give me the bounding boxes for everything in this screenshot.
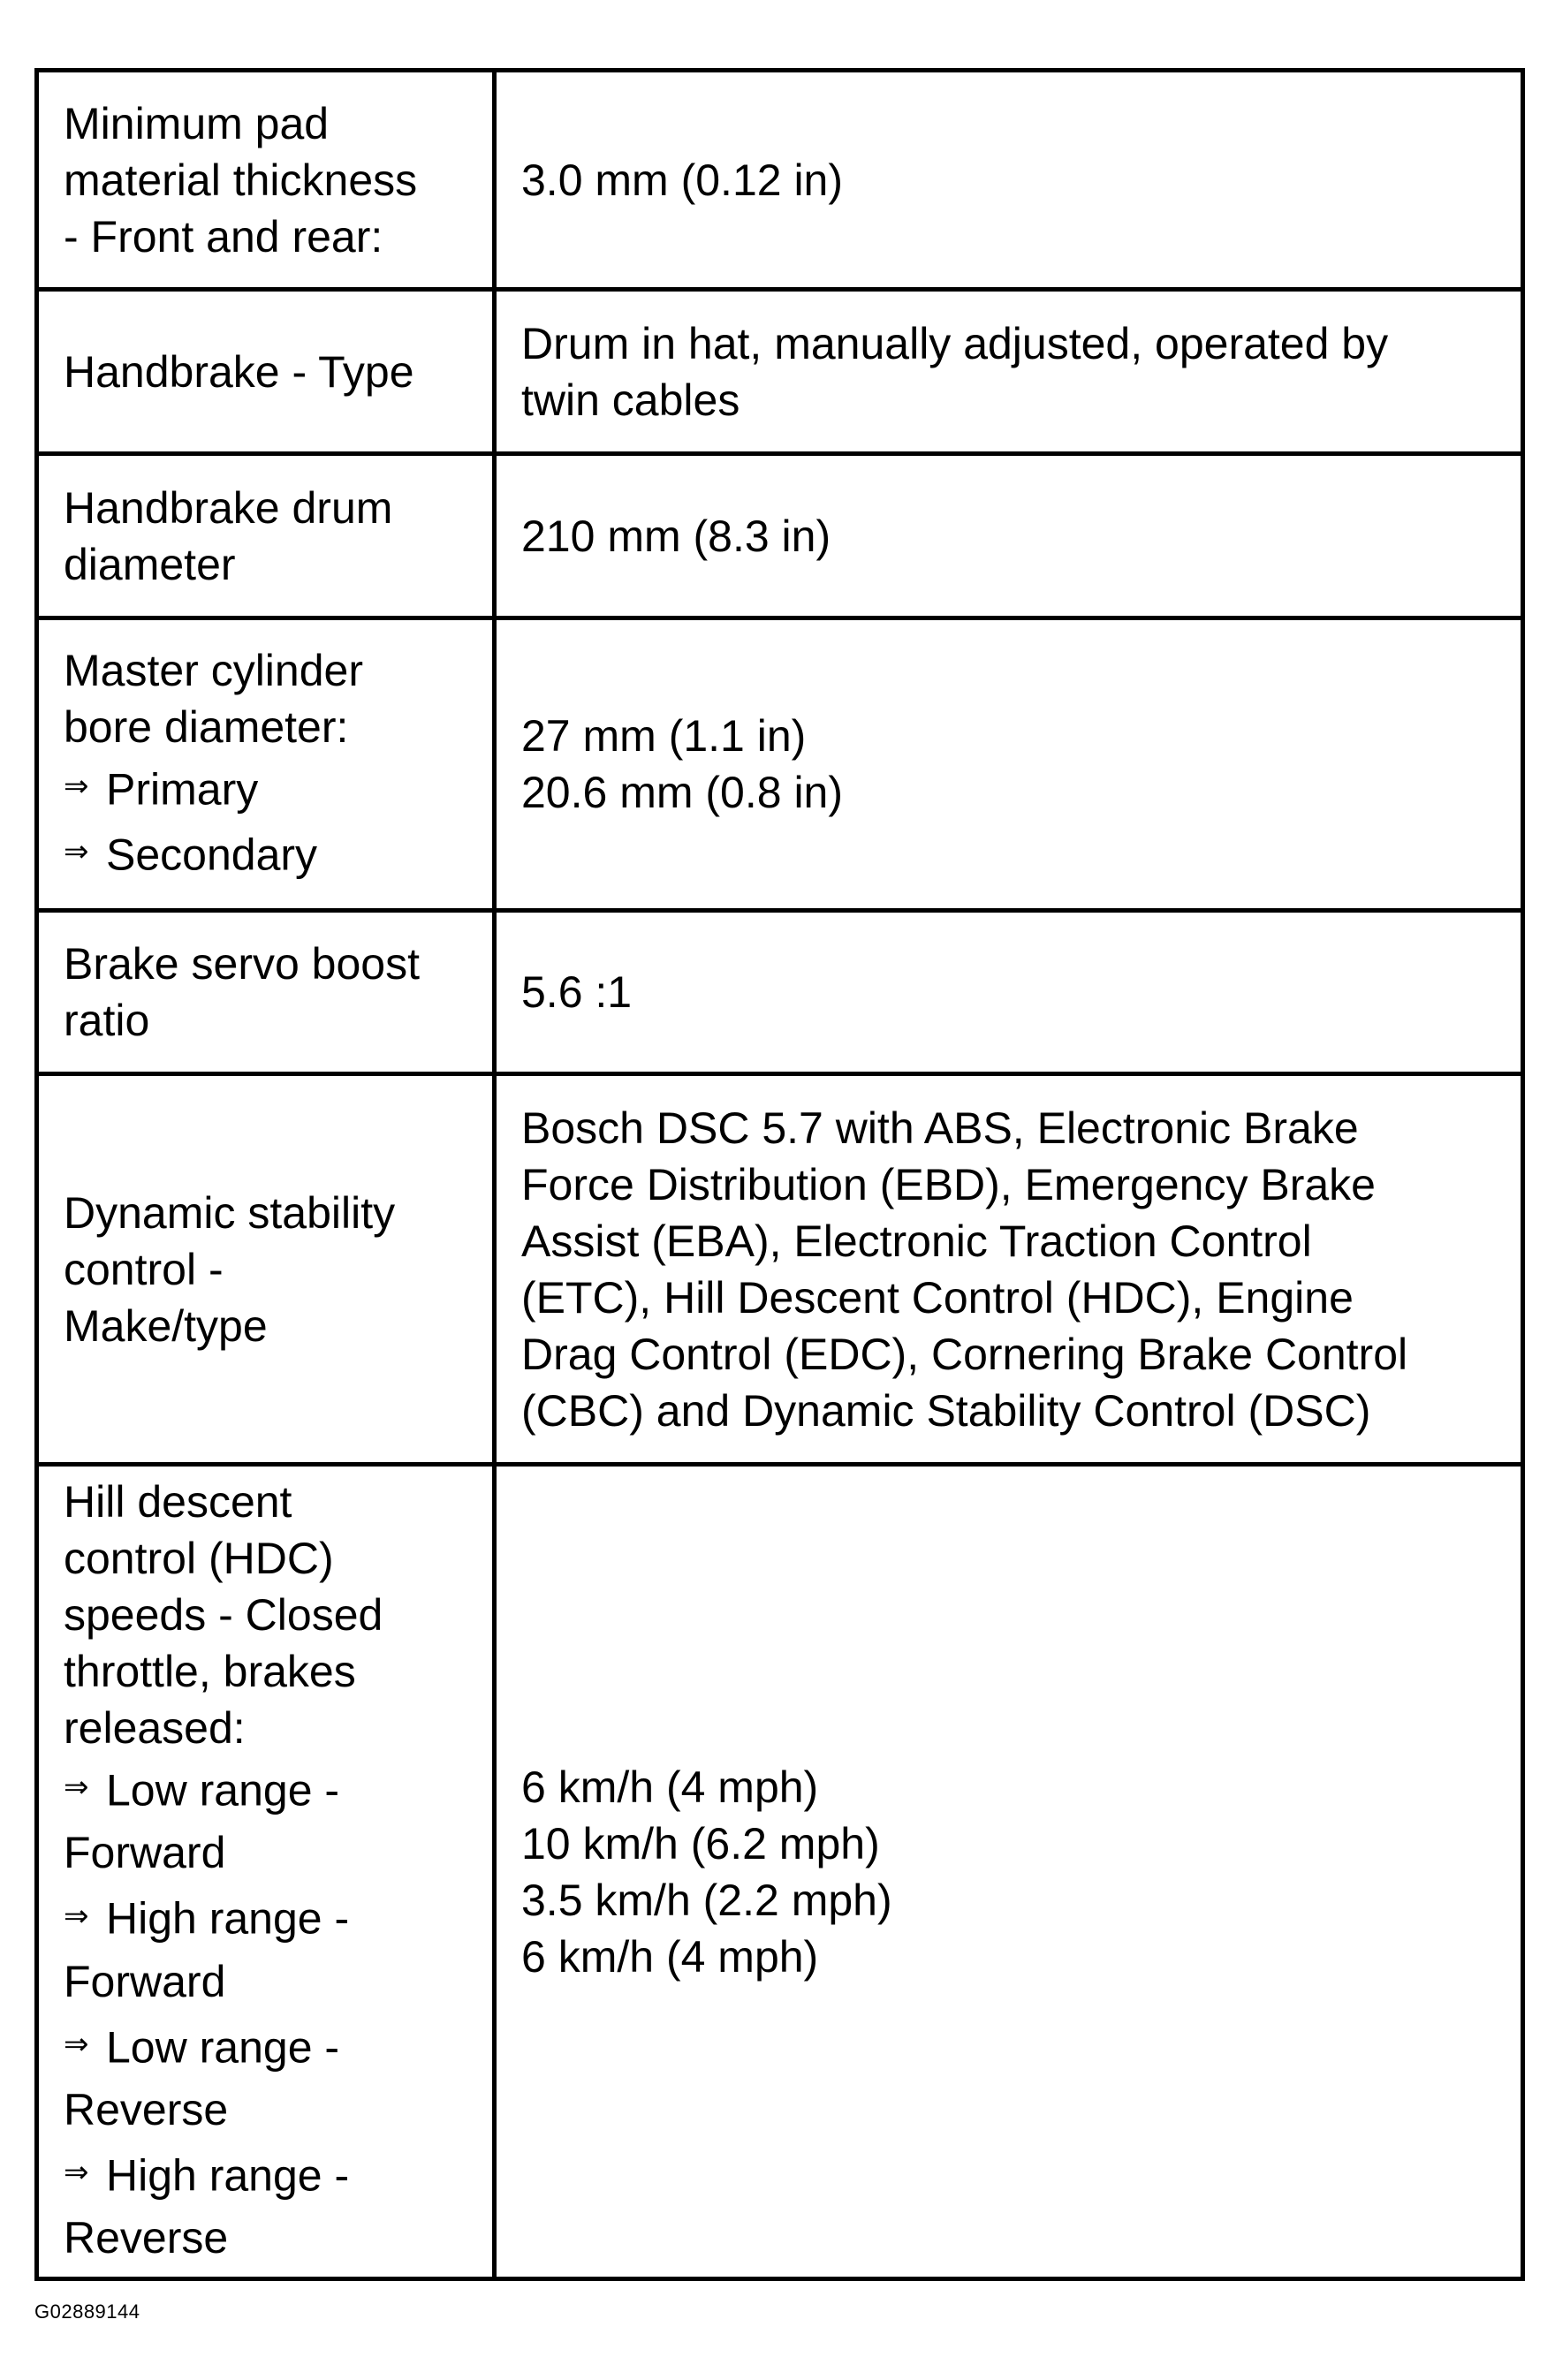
spec-value-cell — [495, 1074, 1523, 1465]
spec-label-cell — [37, 1465, 495, 2279]
arrow-right-icon: ⇒ — [64, 2027, 89, 2061]
spec-row-brake-servo-boost — [37, 911, 1523, 1074]
spec-label-line: Handbrake - Type — [64, 346, 414, 397]
spec-label-line: speeds - Closed — [64, 1589, 383, 1640]
spec-label-line: diameter — [64, 539, 236, 589]
spec-sub-item: ⇒ Low range - — [64, 2013, 469, 2079]
spec-value-line: 3.5 km/h (2.2 mph) — [521, 1875, 892, 1925]
spec-label-cell — [37, 911, 495, 1074]
spec-label-cell — [37, 1074, 495, 1465]
spec-sub-item: ⇒ High range - — [64, 2141, 469, 2207]
spec-value-line: Force Distribution (EBD), Emergency Brake — [521, 1159, 1376, 1209]
arrow-right-icon: ⇒ — [64, 769, 89, 803]
spec-value-line: twin cables — [521, 375, 740, 425]
spec-label-line: material thickness — [64, 155, 418, 205]
spec-value-line: 20.6 mm (0.8 in) — [521, 768, 844, 817]
spec-row-dynamic-stability-control — [37, 1074, 1523, 1465]
spec-value-cell — [495, 618, 1523, 911]
arrow-right-icon: ⇒ — [64, 835, 89, 869]
spec-label-cell — [37, 618, 495, 911]
spec-value-line: 6 km/h (4 mph) — [521, 1931, 819, 1982]
spec-value-cell — [495, 290, 1523, 454]
spec-label-line: - Front and rear: — [64, 211, 383, 261]
spec-row-hill-descent-speeds — [37, 1465, 1523, 2279]
arrow-right-icon: ⇒ — [64, 2156, 89, 2190]
spec-value-line: 27 mm (1.1 in) — [521, 711, 807, 761]
spec-value-line: 210 mm (8.3 in) — [521, 511, 831, 561]
spec-value-line: 10 km/h (6.2 mph) — [521, 1818, 880, 1868]
spec-row-handbrake-type — [37, 290, 1523, 454]
spec-value-line: (ETC), Hill Descent Control (HDC), Engine — [521, 1272, 1354, 1323]
spec-sub-item-cont: Reverse — [64, 2084, 229, 2134]
spec-sub-item: ⇒ Primary — [64, 755, 469, 821]
spec-value-line: Drag Control (EDC), Cornering Brake Control — [521, 1329, 1408, 1379]
figure-id-caption: G02889144 — [34, 2300, 140, 2323]
spec-label-line: control (HDC) — [64, 1533, 334, 1583]
spec-sub-item-cont: Forward — [64, 1828, 226, 1878]
spec-value-cell — [495, 1465, 1523, 2279]
spec-sub-item: ⇒ Secondary — [64, 821, 469, 886]
spec-label-cell — [37, 454, 495, 618]
arrow-right-icon: ⇒ — [64, 1899, 89, 1933]
spec-label-line: Hill descent — [64, 1476, 292, 1527]
spec-value-line: 6 km/h (4 mph) — [521, 1762, 819, 1812]
spec-label-cell — [37, 71, 495, 290]
spec-value-cell — [495, 454, 1523, 618]
spec-label-line: Make/type — [64, 1300, 268, 1351]
spec-label-line: ratio — [64, 996, 150, 1045]
brake-spec-table — [34, 68, 1525, 2281]
spec-value-cell — [495, 71, 1523, 290]
spec-sub-item-cont: Forward — [64, 1956, 226, 2006]
spec-label-line: bore diameter: — [64, 701, 349, 752]
spec-value-line: 3.0 mm (0.12 in) — [521, 155, 844, 205]
spec-sub-item: ⇒ High range - — [64, 1884, 469, 1950]
spec-value-line: Assist (EBA), Electronic Traction Control — [521, 1216, 1312, 1266]
spec-label-line: Master cylinder — [64, 645, 363, 695]
spec-label-line: throttle, brakes — [64, 1646, 356, 1696]
spec-label-cell — [37, 290, 495, 454]
spec-row-handbrake-drum-diameter — [37, 454, 1523, 618]
spec-value-line: 5.6 :1 — [521, 967, 633, 1017]
spec-value-line: (CBC) and Dynamic Stability Control (DSC) — [521, 1385, 1371, 1436]
spec-sub-item-cont: Reverse — [64, 2213, 229, 2263]
arrow-right-icon: ⇒ — [64, 1770, 89, 1805]
spec-value-cell — [495, 911, 1523, 1074]
spec-label-line: Minimum pad — [64, 98, 330, 148]
spec-label-line: control - — [64, 1244, 224, 1294]
spec-value-line: Bosch DSC 5.7 with ABS, Electronic Brake — [521, 1103, 1359, 1153]
spec-label-line: released: — [64, 1702, 246, 1753]
spec-row-master-cylinder-bore — [37, 618, 1523, 911]
spec-label-line: Dynamic stability — [64, 1187, 396, 1238]
spec-label-line: Brake servo boost — [64, 939, 420, 989]
spec-row-min-pad-thickness — [37, 71, 1523, 290]
spec-sub-item: ⇒ Low range - — [64, 1756, 469, 1822]
spec-value-line: Drum in hat, manually adjusted, operated by — [521, 318, 1389, 368]
spec-label-line: Handbrake drum — [64, 482, 393, 533]
